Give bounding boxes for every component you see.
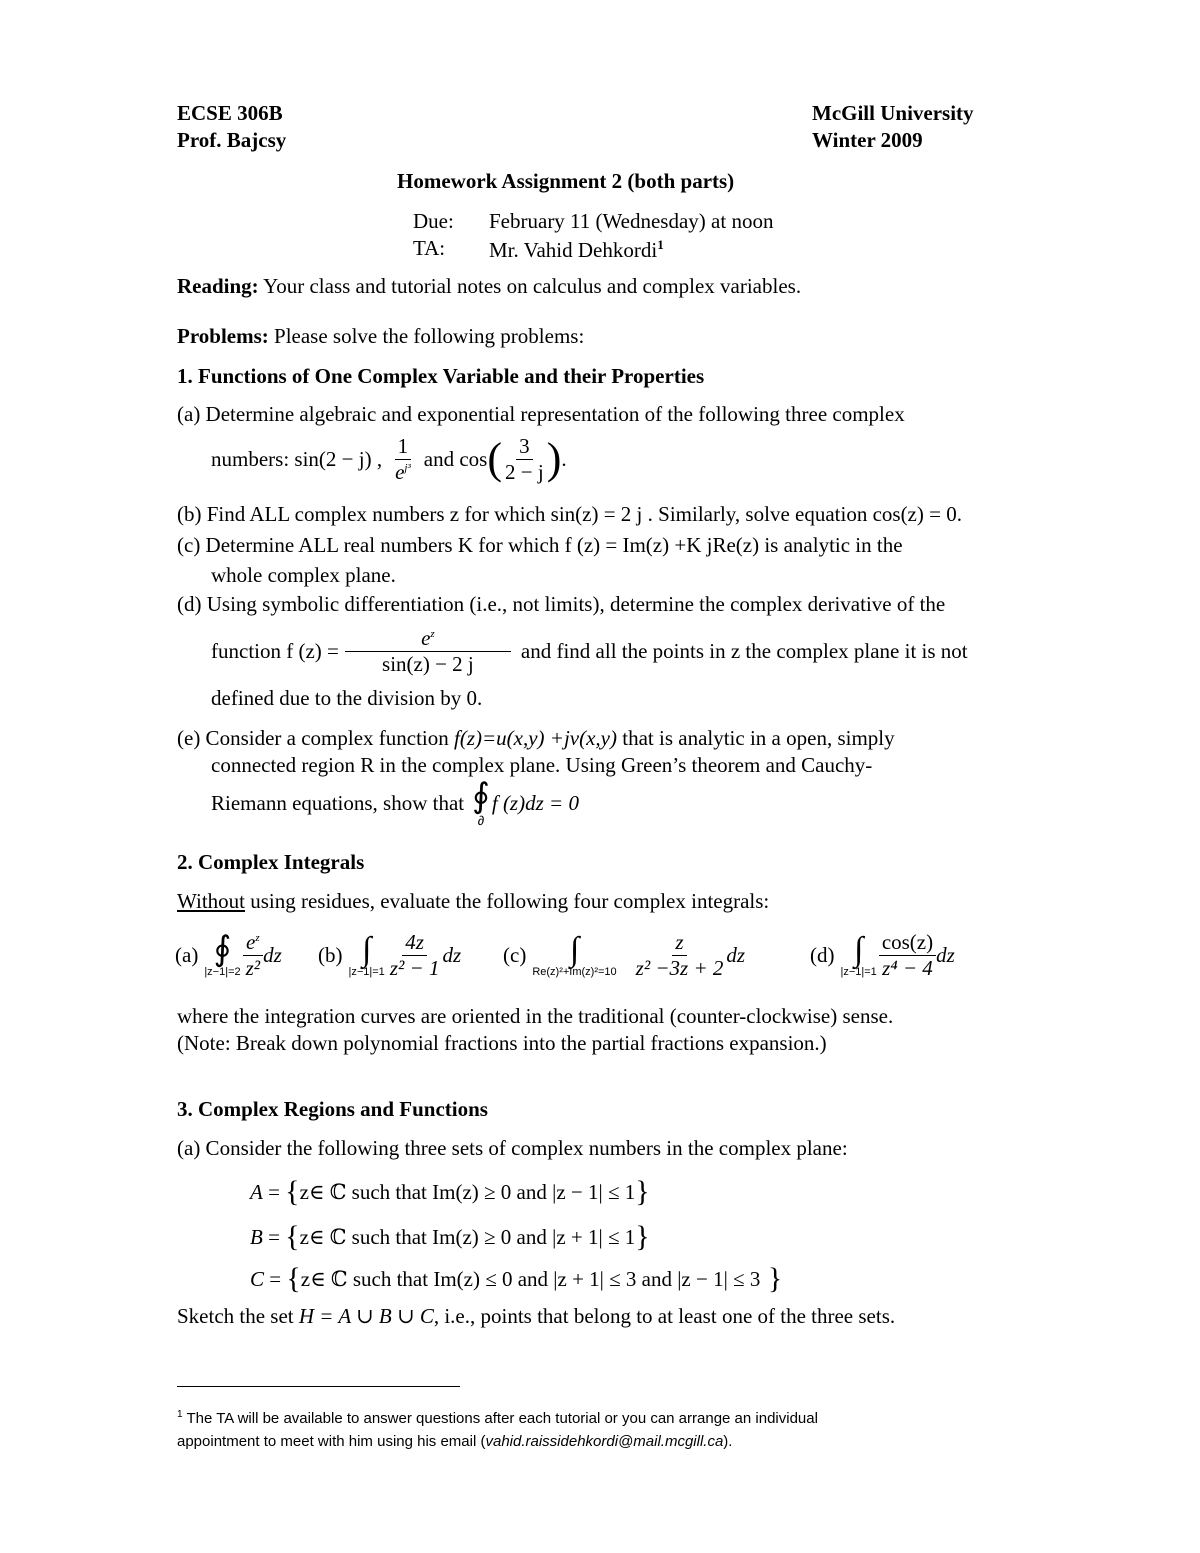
fraction-denominator: $e^{j^3}$ bbox=[395, 459, 411, 484]
section2-heading: 2. Complex Integrals bbox=[177, 850, 365, 874]
set-c: C = { z∈ ℂ such that Im(z) ≤ 0 and |z + 1| ≤ 3 and |z − 1| ≤ 3 } bbox=[250, 1262, 783, 1295]
fraction-numerator: 3 bbox=[516, 434, 533, 459]
footnote-mark: 1 bbox=[177, 1409, 183, 1420]
integral-b: (b) ∫ |z−1|=1 $\frac{4z}{\text{z² − 1}}$ dz bbox=[318, 930, 462, 980]
fraction-numerator: $e^z$ bbox=[345, 626, 511, 651]
university-name: McGill University bbox=[812, 101, 974, 125]
fraction-denominator: 2 − j bbox=[505, 459, 544, 484]
section1-e-line1: (e) Consider a complex function f(z)=u(x,y) +jv(x,y) that is analytic in a open, simply bbox=[177, 726, 895, 750]
section1-d-line3: defined due to the division by 0. bbox=[211, 686, 483, 710]
right-brace: } bbox=[635, 1175, 650, 1208]
reading-text: Your class and tutorial notes on calculus and complex variables. bbox=[258, 274, 802, 298]
ta-footnote-mark: 1 bbox=[657, 237, 664, 252]
fraction-one-over-e-j3 bbox=[392, 434, 414, 483]
integral-a-symbol: ∮ |z−1|=2 bbox=[204, 930, 241, 978]
integral-a-fraction: $\frac{e^z}{\text{z²}}$ bbox=[243, 930, 263, 979]
right-brace: } bbox=[760, 1262, 783, 1295]
function-after-text: and find all the points in z the complex plane it is not bbox=[520, 638, 968, 663]
due-value: February 11 (Wednesday) at noon bbox=[489, 209, 774, 233]
section2-after1: where the integration curves are oriented in the traditional (counter-clockwise) sense. bbox=[177, 1004, 894, 1028]
integral-b-fraction: $\frac{4z}{\text{z² − 1}}$ bbox=[389, 930, 440, 980]
section1-a-line1: (a) Determine algebraic and exponential representation of the following three complex bbox=[177, 402, 905, 426]
reading-line bbox=[177, 276, 801, 297]
section3-heading: 3. Complex Regions and Functions bbox=[177, 1097, 488, 1121]
section1-a-numbers bbox=[211, 428, 567, 490]
complex-function: f(z)=u(x,y) +jv(x,y) bbox=[454, 726, 617, 750]
professor-name: Prof. Bajcsy bbox=[177, 128, 287, 152]
fraction-3-over-2-minus-j bbox=[502, 434, 547, 483]
integral-a: (a) ∮ |z−1|=2 $\frac{e^z}{\text{z²}}$ dz bbox=[175, 930, 282, 980]
ta-email-link[interactable]: vahid.raissidehkordi@mail.mcgill.ca bbox=[485, 1433, 724, 1450]
contour-integral-icon: ∮ bbox=[472, 778, 490, 815]
section1-d-line1: (d) Using symbolic differentiation (i.e., not limits), determine the complex derivative of the bbox=[177, 592, 946, 616]
section1-d-function bbox=[211, 620, 968, 682]
integral-c: (c) ∫ Re(z)²+Im(z)²=10 $\frac{z}{\text{z² −3z + 2}}$ dz bbox=[503, 930, 746, 980]
section1-b: (b) Find ALL complex numbers z for which sin(z) = 2 j . Similarly, solve equation cos(z) = 0. bbox=[177, 502, 962, 526]
due-label: Due: bbox=[413, 209, 454, 233]
integral-d-fraction: $\frac{\cos(z)}{\text{z⁴ − 4}}$ bbox=[879, 930, 936, 979]
right-paren: ) bbox=[546, 434, 562, 483]
section1-e-line2: connected region R in the complex plane. Using Green’s theorem and Cauchy- bbox=[211, 753, 873, 777]
section2-after2: (Note: Break down polynomial fractions into the partial fractions expansion.) bbox=[177, 1031, 827, 1055]
ta-label: TA: bbox=[413, 236, 446, 260]
integral-c-fraction: $\frac{z}{\text{z² −3z + 2}}$ bbox=[635, 930, 724, 980]
footnote-line1: $^1$ The TA will be available to answer questions after each tutorial or you can arrange an individual bbox=[177, 1409, 818, 1427]
footnote-line2: appointment to meet with him using his email (vahid.raissidehkordi@mail.mcgill.ca). bbox=[177, 1433, 733, 1450]
integral-d-symbol: ∫ |z−1|=1 bbox=[840, 930, 877, 978]
ta-name: Mr. Vahid Dehkordi bbox=[489, 238, 658, 262]
integral-d: (d) ∫ |z−1|=1 $\frac{\cos(z)}{\text{z⁴ − 4}}$ dz bbox=[810, 930, 955, 980]
section1-heading: 1. Functions of One Complex Variable and their Properties bbox=[177, 364, 705, 388]
section1-c-line1: (c) Determine ALL real numbers K for which f (z) = Im(z) +K jRe(z) is analytic in the bbox=[177, 533, 903, 557]
section3-a: (a) Consider the following three sets of complex numbers in the complex plane: bbox=[177, 1136, 848, 1160]
left-brace: { bbox=[286, 1262, 301, 1295]
term: Winter 2009 bbox=[812, 128, 923, 152]
numbers-label: numbers: sin(2 − j) , bbox=[211, 446, 383, 471]
ta-value bbox=[489, 238, 664, 261]
reading-label: Reading: bbox=[177, 274, 259, 298]
set-union-expression: H = A ∪ B ∪ C bbox=[298, 1304, 434, 1328]
set-b: B = { z∈ ℂ such that Im(z) ≥ 0 and |z + 1| ≤ 1 } bbox=[250, 1220, 650, 1253]
integral-expression: f (z)dz = 0 bbox=[491, 791, 579, 815]
right-brace: } bbox=[635, 1220, 650, 1253]
left-brace: { bbox=[285, 1175, 300, 1208]
fraction-numerator: 1 bbox=[395, 434, 412, 459]
section1-e-line3: Riemann equations, show that ∮ ∂ f (z)dz = 0 bbox=[211, 778, 579, 828]
page-title: Homework Assignment 2 (both parts) bbox=[397, 169, 735, 193]
fraction-ez-over-sin bbox=[345, 626, 511, 675]
sketch-line: Sketch the set H = A ∪ B ∪ C, i.e., points that belong to at least one of the three sets. bbox=[177, 1304, 896, 1328]
fraction-denominator: sin(z) − 2 j bbox=[382, 651, 474, 676]
set-a: A = { z∈ ℂ such that Im(z) ≥ 0 and |z − 1| ≤ 1 } bbox=[250, 1175, 650, 1208]
and-cos-label: and cos bbox=[423, 446, 488, 471]
period: . bbox=[561, 446, 567, 471]
left-brace: { bbox=[285, 1220, 300, 1253]
integral-c-symbol: ∫ Re(z)²+Im(z)²=10 bbox=[532, 930, 617, 978]
section2-intro: Without using residues, evaluate the following four complex integrals: bbox=[177, 889, 770, 913]
section1-c-line2: whole complex plane. bbox=[211, 563, 396, 587]
course-code: ECSE 306B bbox=[177, 101, 283, 125]
function-label: function f (z) = bbox=[211, 638, 339, 663]
problems-text: Please solve the following problems: bbox=[268, 324, 585, 348]
left-paren: ( bbox=[487, 434, 502, 483]
footnote-divider bbox=[177, 1386, 460, 1387]
contour-integral: ∮ ∂ bbox=[472, 778, 490, 828]
problems-label: Problems: bbox=[177, 324, 269, 348]
problems-line bbox=[177, 326, 584, 347]
integral-b-symbol: ∫ |z−1|=1 bbox=[348, 930, 385, 978]
